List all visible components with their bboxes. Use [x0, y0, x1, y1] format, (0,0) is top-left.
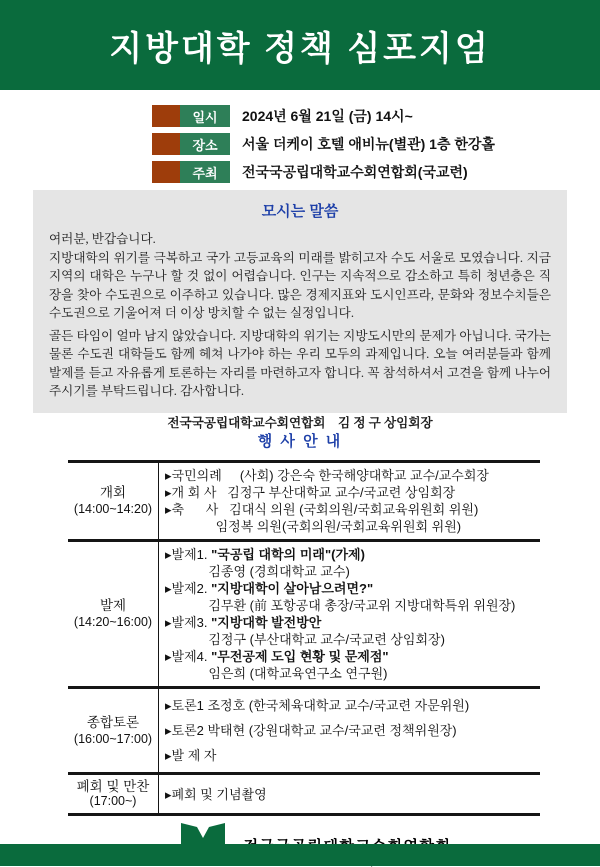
- info-value: 2024년 6월 21일 (금) 14시~: [242, 108, 413, 124]
- info-label-badge: [152, 105, 230, 127]
- agenda-line: [165, 743, 538, 768]
- agenda-line-text: ▸토론1 조정호 (한국체육대학교 교수/국교련 자문위원): [165, 698, 470, 713]
- agenda-line-text: ▸축 사 김대식 의원 (국회의원/국회교육위원회 위원): [165, 502, 479, 517]
- agenda-line: [165, 580, 538, 597]
- invitation-signature: 전국국공립대학교수회연합회 김 정 구 상임회장: [167, 415, 433, 430]
- agenda-line: [165, 718, 538, 743]
- agenda-table: [68, 460, 540, 816]
- agenda-line-text: ▸발제1.: [165, 547, 212, 562]
- agenda-items-cell: [159, 774, 541, 815]
- info-label-text: 일시: [192, 109, 218, 125]
- agenda-line: [165, 597, 538, 614]
- accent-square-icon: [152, 105, 180, 127]
- invitation-paragraph-2: 골든 타임이 얼마 남지 않았습니다. 지방대학의 위기는 지방도시만의 문제가 아닙니다. 국가는 물론 수도권 대학들도 함께 헤쳐 나가야 하는 우리 모두의 과제입니다. 오늘 여러분들과 함께 발제를 듣고 자유롭게 토론하는 자리를 마련하고자 합니다. 꼭 참석하셔서 고견을 함께 나누어 주시기를 부탁드립니다. 감사합니다.: [49, 328, 551, 398]
- agenda-items-cell: [159, 688, 541, 774]
- session-time: (17:00~): [89, 794, 137, 808]
- agenda-line: [165, 501, 538, 518]
- session-time: (14:20~16:00): [73, 615, 153, 629]
- info-section: [152, 105, 600, 183]
- invitation-paragraph-1: 지방대학의 위기를 극복하고 국가 고등교육의 미래를 밝히고자 수도 서울로 모였습니다. 지금 지역의 대학은 누구나 할 것 없이 어렵습니다. 인구는 지속적으로 감소하고 특히 청년층은 직장을 찾아 수도권으로 이주하고 있습니다. 많은 경제지표와 도시인프라, 문화와 정보수치들은 수도권으로 기울어져 더 이상 방치할 수 없는 실정입니다.: [49, 250, 551, 320]
- agenda-line: [165, 693, 538, 718]
- agenda-line: [165, 563, 538, 580]
- agenda-line-title: "무전공제 도입 현황 및 문제점": [211, 649, 389, 664]
- session-time: (16:00~17:00): [73, 731, 153, 746]
- agenda-line-text: ▸국민의례 (사회) 강은숙 한국해양대학교 교수/교수회장: [165, 468, 489, 483]
- agenda-line-text: 김정구 (부산대학교 교수/국교련 상임회장): [165, 632, 445, 647]
- agenda-row: [68, 774, 540, 815]
- invitation-greeting: 여러분, 반갑습니다.: [49, 232, 156, 246]
- agenda-row: [68, 688, 540, 774]
- info-label-badge: [152, 161, 230, 183]
- agenda-line-text: ▸폐회 및 기념촬영: [165, 786, 267, 802]
- bottom-green-bar: [0, 844, 600, 866]
- info-row: [152, 161, 600, 183]
- agenda-session-cell: [68, 774, 159, 815]
- session-name: 폐회 및 만찬: [76, 779, 150, 794]
- session-time: (14:00~14:20): [73, 502, 153, 516]
- invitation-heading: 모시는 말씀: [261, 203, 339, 220]
- agenda-line-text: ▸개 회 사 김정구 부산대학교 교수/국교련 상임회장: [165, 485, 456, 500]
- info-value: 서울 더케이 호텔 애비뉴(별관) 1층 한강홀: [242, 136, 495, 152]
- agenda-line: [165, 484, 538, 501]
- title-banner: [0, 0, 600, 90]
- agenda-line-title: "지방대학 발전방안: [211, 615, 322, 630]
- info-label-badge: [152, 133, 230, 155]
- agenda-line: [165, 785, 538, 804]
- agenda-session-cell: [68, 462, 159, 541]
- agenda-items-cell: [159, 541, 541, 688]
- agenda-line-text: 임은희 (대학교육연구소 연구원): [165, 666, 388, 681]
- agenda-line-text: 김무환 (前 포항공대 총장/국교위 지방대학특위 위원장): [165, 598, 516, 613]
- agenda-line-text: ▸토론2 박태현 (강원대학교 교수/국교련 정책위원장): [165, 723, 457, 738]
- agenda-heading: 행 사 안 내: [257, 433, 343, 450]
- agenda-line-text: 김종영 (경희대학교 교수): [165, 564, 350, 579]
- agenda-session-cell: [68, 541, 159, 688]
- agenda-line: [165, 665, 538, 682]
- agenda-line: [165, 648, 538, 665]
- agenda-line: [165, 614, 538, 631]
- agenda-table-body: [68, 462, 540, 815]
- agenda-line-title: "국공립 대학의 미래"(가제): [211, 547, 365, 562]
- info-row: [152, 133, 600, 155]
- info-label-text: 장소: [192, 137, 218, 153]
- info-row: [152, 105, 600, 127]
- info-label-text: 주최: [192, 165, 218, 181]
- info-value: 전국국공립대학교수회연합회(국교련): [242, 164, 468, 180]
- agenda-line: [165, 518, 538, 535]
- agenda-line: [165, 631, 538, 648]
- agenda-line-text: ▸발제2.: [165, 581, 212, 596]
- accent-square-icon: [152, 133, 180, 155]
- agenda-items-cell: [159, 462, 541, 541]
- agenda-row: [68, 462, 540, 541]
- accent-square-icon: [152, 161, 180, 183]
- session-name: 개회: [99, 485, 127, 500]
- agenda-line-text: ▸발제4.: [165, 649, 212, 664]
- session-name: 발제: [99, 598, 127, 613]
- session-name: 종합토론: [86, 714, 140, 730]
- agenda-line-text: 임정복 의원(국회의원/국회교육위원회 위원): [165, 519, 462, 534]
- agenda-row: [68, 541, 540, 688]
- page-title: 지방대학 정책 심포지엄: [109, 30, 491, 68]
- agenda-line-text: ▸발제3.: [165, 615, 212, 630]
- agenda-session-cell: [68, 688, 159, 774]
- agenda-line-title: "지방대학이 살아남으려면?": [211, 581, 374, 596]
- agenda-line-text: ▸발 제 자: [165, 748, 217, 763]
- agenda-line: [165, 467, 538, 484]
- agenda-line: [165, 546, 538, 563]
- invitation-box: [33, 190, 567, 430]
